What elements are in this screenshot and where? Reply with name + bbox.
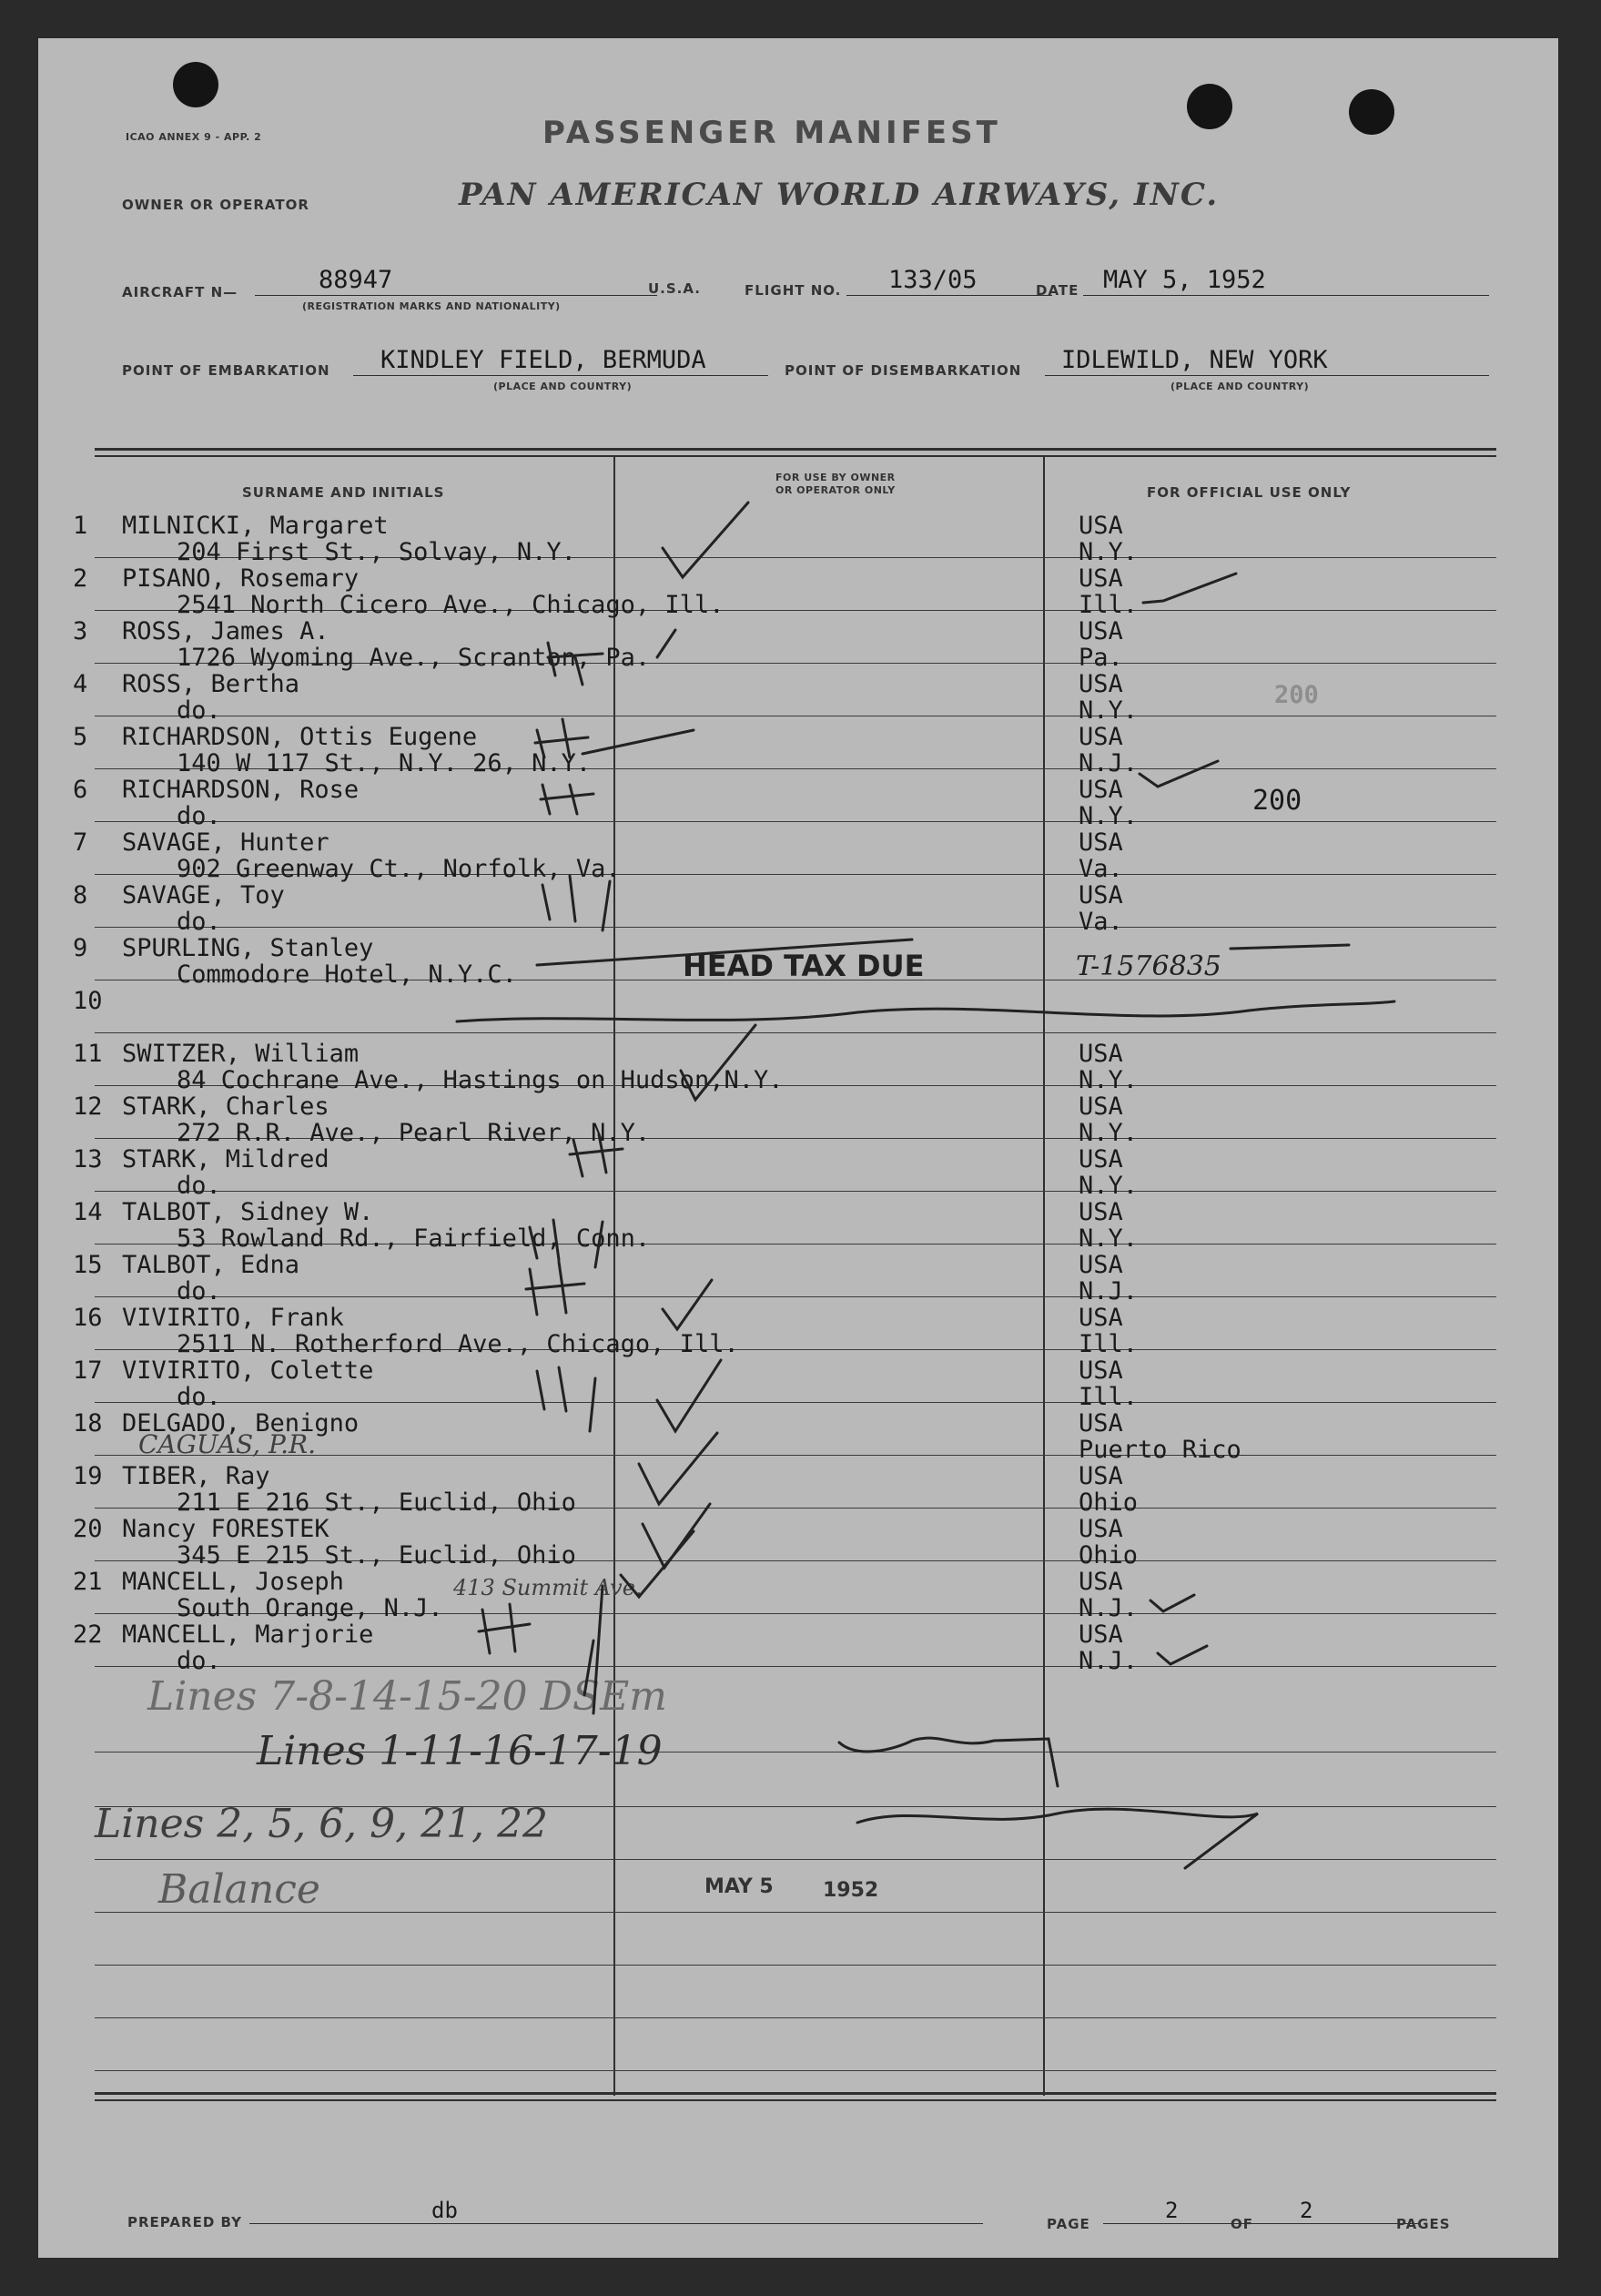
date-value: MAY 5, 1952 xyxy=(1103,266,1266,294)
passenger-address: do. xyxy=(177,1277,221,1305)
amount-value: 200 xyxy=(1252,785,1302,817)
passenger-address: do. xyxy=(177,908,221,936)
official-country: USA xyxy=(1079,1092,1123,1121)
lines-note-3: Lines 2, 5, 6, 9, 21, 22 xyxy=(95,1801,549,1847)
passenger-name: MANCELL, Joseph xyxy=(122,1568,344,1596)
official-country: USA xyxy=(1079,723,1123,751)
row-number: 15 xyxy=(73,1251,103,1279)
official-state: Pa. xyxy=(1079,644,1123,672)
row-number: 3 xyxy=(73,617,88,645)
passenger-address: 53 Rowland Rd., Fairfield, Conn. xyxy=(177,1224,651,1253)
page-label: PAGE xyxy=(1047,2216,1090,2232)
passenger-address: 204 First St., Solvay, N.Y. xyxy=(177,538,576,566)
passenger-name: VIVIRITO, Colette xyxy=(122,1356,374,1385)
check-mark xyxy=(657,1360,721,1431)
official-state: Ill. xyxy=(1079,591,1139,619)
official-country: USA xyxy=(1079,1145,1123,1173)
official-country: USA xyxy=(1079,881,1123,909)
row-number: 20 xyxy=(73,1515,103,1543)
passenger-name: RICHARDSON, Ottis Eugene xyxy=(122,723,478,751)
passenger-name: STARK, Charles xyxy=(122,1092,329,1121)
balance-note: Balance xyxy=(158,1866,320,1913)
official-state: N.Y. xyxy=(1079,802,1139,830)
passenger-name: SAVAGE, Toy xyxy=(122,881,285,909)
official-state: Puerto Rico xyxy=(1079,1436,1241,1464)
passenger-address: Commodore Hotel, N.Y.C. xyxy=(177,960,517,989)
official-state: N.Y. xyxy=(1079,696,1139,725)
initials-mark xyxy=(535,719,694,757)
pages-label: PAGES xyxy=(1396,2216,1451,2232)
passenger-name: TIBER, Ray xyxy=(122,1462,270,1490)
passenger-address: do. xyxy=(177,1383,221,1411)
initials-mark xyxy=(548,630,675,685)
official-country: USA xyxy=(1079,1620,1123,1649)
passenger-address: 902 Greenway Ct., Norfolk, Va. xyxy=(177,855,621,883)
row-number: 10 xyxy=(73,987,103,1015)
official-country: USA xyxy=(1079,1515,1123,1543)
official-country: USA xyxy=(1079,1462,1123,1490)
check-mark xyxy=(1150,1595,1194,1611)
official-state: N.J. xyxy=(1079,1594,1139,1622)
check-mark xyxy=(663,503,748,577)
official-country: USA xyxy=(1079,670,1123,698)
signature-mark xyxy=(839,1738,1058,1786)
official-state: N.J. xyxy=(1079,1277,1139,1305)
passenger-address: 140 W 117 St., N.Y. 26, N.Y. xyxy=(177,749,592,777)
row-number: 16 xyxy=(73,1304,103,1332)
passenger-name: Nancy FORESTEK xyxy=(122,1515,329,1543)
passenger-name: VIVIRITO, Frank xyxy=(122,1304,344,1332)
passenger-address: 2541 North Cicero Ave., Chicago, Ill. xyxy=(177,591,725,619)
official-state: N.Y. xyxy=(1079,1172,1139,1200)
official-state: Ill. xyxy=(1079,1383,1139,1411)
passenger-address: do. xyxy=(177,1647,221,1675)
mancell-address-note: 413 Summit Ave. xyxy=(453,1575,643,1600)
annex-label: ICAO ANNEX 9 - APP. 2 xyxy=(126,131,262,143)
stamp-date-month: MAY 5 xyxy=(704,1875,774,1898)
official-state: Ohio xyxy=(1079,1541,1139,1570)
amount-faded: 200 xyxy=(1274,681,1319,709)
form-title: PASSENGER MANIFEST xyxy=(542,115,1001,151)
passenger-address: South Orange, N.J. xyxy=(177,1594,443,1622)
flight-value: 133/05 xyxy=(888,266,978,294)
stamp-date-year: 1952 xyxy=(823,1879,879,1902)
row-number: 21 xyxy=(73,1568,103,1596)
official-country: USA xyxy=(1079,617,1123,645)
initials-mark xyxy=(542,876,610,930)
usa-label: U.S.A. xyxy=(648,280,701,297)
official-country: USA xyxy=(1079,1251,1123,1279)
registration-caption: (REGISTRATION MARKS AND NATIONALITY) xyxy=(302,300,561,312)
official-country: USA xyxy=(1079,1040,1123,1068)
embark-caption: (PLACE AND COUNTRY) xyxy=(493,381,633,392)
embark-value: KINDLEY FIELD, BERMUDA xyxy=(380,346,706,374)
embark-label: POINT OF EMBARKATION xyxy=(122,362,330,379)
head-tax-note: HEAD TAX DUE xyxy=(683,949,925,983)
row-number: 6 xyxy=(73,776,88,804)
disembark-label: POINT OF DISEMBARKATION xyxy=(785,362,1022,379)
passenger-name: SPURLING, Stanley xyxy=(122,934,374,962)
row-number: 2 xyxy=(73,564,88,593)
passenger-name: DELGADO, Benigno xyxy=(122,1409,360,1438)
passenger-address: do. xyxy=(177,696,221,725)
scratch-line xyxy=(537,940,912,965)
scratch-line xyxy=(1231,945,1349,949)
page-value: 2 xyxy=(1165,2198,1179,2223)
official-state: Va. xyxy=(1079,855,1123,883)
wavy-line xyxy=(457,1001,1394,1021)
tax-receipt-note: T-1576835 xyxy=(1076,950,1221,982)
row-number: 14 xyxy=(73,1198,103,1226)
lines-note-1: Lines 7-8-14-15-20 DSEm xyxy=(147,1673,667,1720)
official-country: USA xyxy=(1079,1304,1123,1332)
official-country: USA xyxy=(1079,1356,1123,1385)
passenger-name: MILNICKI, Margaret xyxy=(122,512,389,540)
initials-mark xyxy=(530,1220,603,1267)
check-mark xyxy=(1158,1646,1207,1664)
official-state: N.Y. xyxy=(1079,1119,1139,1147)
flight-label: FLIGHT NO. xyxy=(745,282,842,299)
row-number: 13 xyxy=(73,1145,103,1173)
official-state: Va. xyxy=(1079,908,1123,936)
official-country: USA xyxy=(1079,512,1123,540)
official-state: N.J. xyxy=(1079,1647,1139,1675)
initials-mark xyxy=(537,1367,595,1431)
row-number: 12 xyxy=(73,1092,103,1121)
official-state: N.J. xyxy=(1079,749,1139,777)
row-number: 18 xyxy=(73,1409,103,1438)
passenger-name: RICHARDSON, Rose xyxy=(122,776,360,804)
row-number: 17 xyxy=(73,1356,103,1385)
official-state: N.Y. xyxy=(1079,1224,1139,1253)
check-mark xyxy=(639,1433,717,1504)
official-country: USA xyxy=(1079,1568,1123,1596)
signature-mark xyxy=(857,1809,1258,1868)
passenger-address: 211 E 216 St., Euclid, Ohio xyxy=(177,1488,576,1517)
passenger-name: SAVAGE, Hunter xyxy=(122,828,329,857)
date-label: DATE xyxy=(1036,282,1079,299)
check-mark xyxy=(1140,761,1218,787)
delgado-city-note: CAGUAS, P.R. xyxy=(138,1429,317,1459)
row-number: 9 xyxy=(73,934,88,962)
row-number: 22 xyxy=(73,1620,103,1649)
row-number: 7 xyxy=(73,828,88,857)
check-mark xyxy=(1143,574,1236,603)
of-label: OF xyxy=(1231,2216,1253,2232)
official-country: USA xyxy=(1079,1409,1123,1438)
long-stroke xyxy=(584,1586,603,1713)
official-state: N.Y. xyxy=(1079,1066,1139,1094)
row-number: 4 xyxy=(73,670,88,698)
pages-value: 2 xyxy=(1300,2198,1313,2223)
official-state: N.Y. xyxy=(1079,538,1139,566)
passenger-name: SWITZER, William xyxy=(122,1040,360,1068)
check-mark xyxy=(643,1504,710,1568)
row-number: 1 xyxy=(73,512,88,540)
initials-mark xyxy=(479,1604,530,1653)
passenger-name: TALBOT, Sidney W. xyxy=(122,1198,374,1226)
check-mark xyxy=(663,1280,712,1329)
passenger-name: ROSS, James A. xyxy=(122,617,329,645)
disembark-value: IDLEWILD, NEW YORK xyxy=(1061,346,1328,374)
handwritten-marks xyxy=(38,38,1558,2258)
passenger-name: MANCELL, Marjorie xyxy=(122,1620,374,1649)
initials-mark xyxy=(570,1134,623,1176)
official-country: USA xyxy=(1079,564,1123,593)
col-header-owner-use: FOR USE BY OWNER OR OPERATOR ONLY xyxy=(775,472,896,496)
initials-mark xyxy=(526,1262,584,1315)
aircraft-value: 88947 xyxy=(319,266,393,294)
official-country: USA xyxy=(1079,776,1123,804)
passenger-address: 84 Cochrane Ave., Hastings on Hudson,N.Y. xyxy=(177,1066,784,1094)
manifest-sheet xyxy=(38,38,1558,2258)
passenger-name: ROSS, Bertha xyxy=(122,670,300,698)
row-number: 8 xyxy=(73,881,88,909)
official-country: USA xyxy=(1079,828,1123,857)
passenger-name: PISANO, Rosemary xyxy=(122,564,360,593)
owner-value: PAN AMERICAN WORLD AIRWAYS, INC. xyxy=(459,177,1220,213)
official-country: USA xyxy=(1079,1198,1123,1226)
owner-label: OWNER OR OPERATOR xyxy=(122,197,309,213)
passenger-address: 345 E 215 St., Euclid, Ohio xyxy=(177,1541,576,1570)
check-mark xyxy=(681,1025,755,1100)
disembark-caption: (PLACE AND COUNTRY) xyxy=(1170,381,1310,392)
aircraft-label: AIRCRAFT N— xyxy=(122,284,238,300)
col-header-surname: SURNAME AND INITIALS xyxy=(242,484,445,501)
official-state: Ill. xyxy=(1079,1330,1139,1358)
passenger-address: 2511 N. Rotherford Ave., Chicago, Ill. xyxy=(177,1330,739,1358)
prepared-label: PREPARED BY xyxy=(127,2214,242,2230)
row-number: 11 xyxy=(73,1040,103,1068)
passenger-name: STARK, Mildred xyxy=(122,1145,329,1173)
initials-mark xyxy=(541,785,593,814)
prepared-value: db xyxy=(431,2198,458,2223)
passenger-address: 1726 Wyoming Ave., Scranton, Pa. xyxy=(177,644,651,672)
row-number: 19 xyxy=(73,1462,103,1490)
passenger-name: TALBOT, Edna xyxy=(122,1251,300,1279)
passenger-address: do. xyxy=(177,802,221,830)
lines-note-2: Lines 1-11-16-17-19 xyxy=(257,1728,663,1774)
col-header-official: FOR OFFICIAL USE ONLY xyxy=(1147,484,1352,501)
passenger-address: do. xyxy=(177,1172,221,1200)
row-number: 5 xyxy=(73,723,88,751)
passenger-address: 272 R.R. Ave., Pearl River, N.Y. xyxy=(177,1119,651,1147)
official-state: Ohio xyxy=(1079,1488,1139,1517)
